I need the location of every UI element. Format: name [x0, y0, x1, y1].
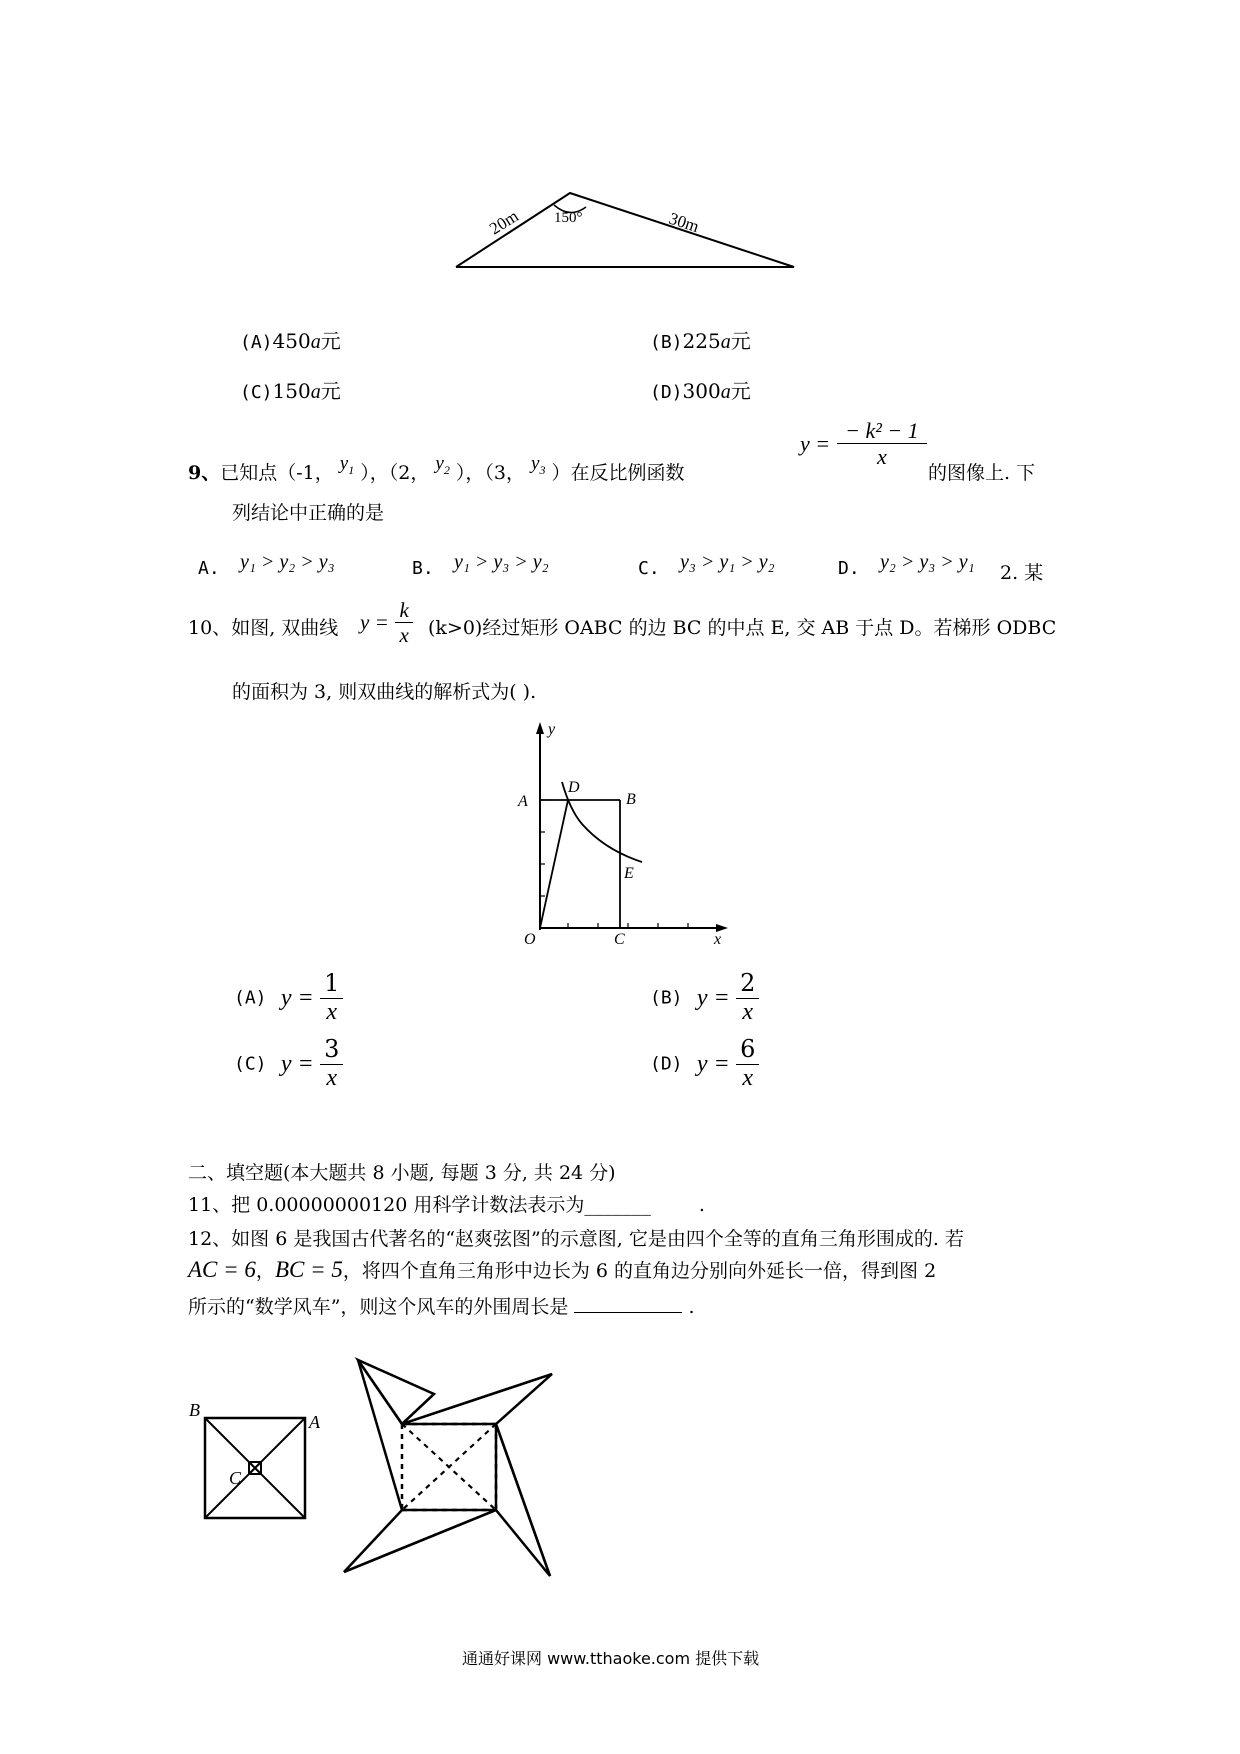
math-windmill-figure [330, 1350, 570, 1590]
option-lhs: y = [280, 1050, 314, 1077]
q9-function [800, 418, 927, 470]
q10-func-lhs: y = [360, 610, 389, 635]
q10-label-E: E [624, 865, 634, 882]
option-lhs: y = [696, 984, 730, 1011]
q10-func-denominator: x [399, 623, 409, 648]
option-fraction [320, 1036, 343, 1092]
q10-label-B: B [626, 791, 636, 808]
option-label: B. [412, 558, 434, 579]
option-label: (C) [234, 1053, 267, 1075]
q9-y2: $y_2$ [435, 453, 450, 477]
option-variable: a [310, 381, 321, 403]
q9-option-c[interactable] [638, 551, 775, 580]
option-fraction [736, 970, 759, 1026]
q9-stem-part3: ），（3， [455, 462, 525, 484]
q8-option-a[interactable] [240, 325, 341, 354]
q9-option-a[interactable] [198, 551, 335, 580]
q12-line1: 12、如图 6 是我国古代著名的“赵爽弦图”的示意图, 它是由四个全等的直角三角形围成的. 若 [188, 1228, 964, 1250]
q9-number: 9、 [188, 462, 221, 484]
q12-line3-end: . [688, 1296, 695, 1318]
q9-func-denominator: x [877, 444, 887, 470]
q9-stem-part4: ）在反比例函数 [551, 462, 685, 484]
q10-label-x: x [714, 931, 722, 945]
q10-stem-line2: 的面积为 3, 则双曲线的解析式为( ). [232, 681, 537, 703]
option-fraction [736, 1036, 759, 1092]
q8-option-b[interactable] [650, 325, 751, 354]
option-label: (A) [240, 332, 273, 353]
q9-stem-part2: ），（2， [360, 462, 430, 484]
option-label: A. [198, 558, 220, 579]
option-value: 150 [272, 379, 311, 403]
option-label: (B) [650, 987, 683, 1009]
triangle-figure [450, 185, 800, 275]
triangle-angle-label: 150° [554, 210, 583, 226]
option-unit: 元 [730, 379, 751, 403]
option-numerator: 6 [736, 1036, 759, 1065]
q9-stem-part5: 的图像上. 下 [928, 462, 1036, 484]
option-expr: y₁ > y₃ > y₂ [454, 551, 549, 573]
option-variable: a [720, 381, 731, 403]
option-expr: y₂ > y₃ > y₁ [880, 551, 975, 573]
option-numerator: 3 [320, 1036, 343, 1065]
option-variable: a [720, 331, 731, 353]
option-variable: a [310, 331, 321, 353]
option-fraction [320, 970, 343, 1026]
q10-function [360, 598, 413, 647]
q12-bc-equation: BC = 5 [274, 1257, 343, 1282]
option-numerator: 2 [736, 970, 759, 999]
q9-y1: $y_1$ [339, 453, 355, 477]
q9-func-fraction [837, 418, 927, 470]
q9-stem-line2: 列结论中正确的是 [232, 502, 385, 524]
q10-label-y: y [548, 721, 556, 738]
option-value: 225 [682, 329, 721, 353]
q9-stem [188, 453, 685, 488]
q10-hyperbola-figure [510, 720, 740, 945]
q12-line2-rest: ，将四个直角三角形中边长为 6 的直角边分别向外延长一倍，得到图 2 [342, 1260, 937, 1282]
option-denominator: x [742, 998, 754, 1025]
option-unit: 元 [730, 329, 751, 353]
q11-end: . [698, 1194, 705, 1216]
option-value: 300 [682, 379, 721, 403]
option-value: 450 [272, 329, 311, 353]
q12-ac-equation: AC = 6 [188, 1257, 256, 1282]
q10-stem-line1 [188, 613, 338, 640]
option-expr: y₁ > y₂ > y₃ [240, 551, 335, 573]
q12-line3 [188, 1292, 695, 1319]
option-expr: y₃ > y₁ > y₂ [680, 551, 775, 573]
square-label-C: C [229, 1468, 242, 1488]
section-heading: 二、填空题(本大题共 8 小题, 每题 3 分, 共 24 分) [188, 1162, 616, 1184]
page-footer: 通通好课网 www.tthaoke.com 提供下载 [462, 1649, 760, 1668]
q10-number: 10、 [188, 617, 232, 639]
q10-label-A: A [518, 793, 528, 810]
q10-func-fraction [395, 598, 412, 647]
option-label: C. [638, 558, 660, 579]
q10-stem-a: 如图, 双曲线 [231, 617, 339, 639]
q8-option-c[interactable] [240, 375, 341, 404]
q10-option-d[interactable] [650, 1036, 759, 1092]
q10-func-numerator: k [395, 598, 412, 623]
option-numerator: 1 [320, 970, 343, 999]
q9-trailing-text: 2. 某 [1000, 562, 1044, 584]
q9-option-b[interactable] [412, 551, 549, 580]
option-label: (B) [650, 332, 683, 353]
q11-stem: 11、把 0.00000000120 用科学计数法表示为 [188, 1194, 585, 1216]
q12-separator: ， [255, 1260, 275, 1282]
q10-stem-b: (k>0)经过矩形 OABC 的边 BC 的中点 E, 交 AB 于点 D。若梯形 ODBC [428, 617, 1057, 639]
q10-option-b[interactable] [650, 970, 759, 1026]
option-label: (D) [650, 1053, 683, 1075]
q10-option-c[interactable] [234, 1036, 343, 1092]
q12-answer-blank[interactable] [574, 1294, 682, 1313]
square-label-B: B [189, 1402, 200, 1420]
q10-option-a[interactable] [234, 970, 343, 1026]
q10-label-O: O [524, 931, 536, 945]
q9-func-lhs: y = [800, 430, 831, 456]
q9-y3: $y_3$ [531, 453, 546, 477]
zhao-shuang-square-figure [185, 1402, 320, 1532]
q11-text [188, 1190, 705, 1217]
q9-option-d[interactable] [838, 551, 975, 580]
option-unit: 元 [320, 379, 341, 403]
q8-option-d[interactable] [650, 375, 751, 404]
triangle-left-side-label: 20m [486, 206, 522, 239]
option-label: (C) [240, 382, 273, 403]
option-lhs: y = [280, 984, 314, 1011]
option-denominator: x [326, 998, 338, 1025]
q10-label-D: D [568, 779, 580, 796]
option-denominator: x [326, 1064, 338, 1091]
q11-blank[interactable]: _______ [584, 1194, 651, 1216]
square-label-A: A [309, 1412, 320, 1432]
q10-label-C: C [614, 931, 625, 945]
q9-func-numerator: − k² − 1 [837, 418, 927, 444]
option-denominator: x [742, 1064, 754, 1091]
option-label: (A) [234, 987, 267, 1009]
q12-line3-text: 所示的“数学风车”，则这个风车的外围周长是 [188, 1296, 569, 1318]
option-label: D. [838, 558, 860, 579]
option-label: (D) [650, 382, 683, 403]
option-unit: 元 [320, 329, 341, 353]
option-lhs: y = [696, 1050, 730, 1077]
q12-line2 [188, 1256, 936, 1283]
triangle-right-side-label: 30m [666, 208, 702, 237]
q9-stem-part1: 已知点（-1， [220, 462, 334, 484]
